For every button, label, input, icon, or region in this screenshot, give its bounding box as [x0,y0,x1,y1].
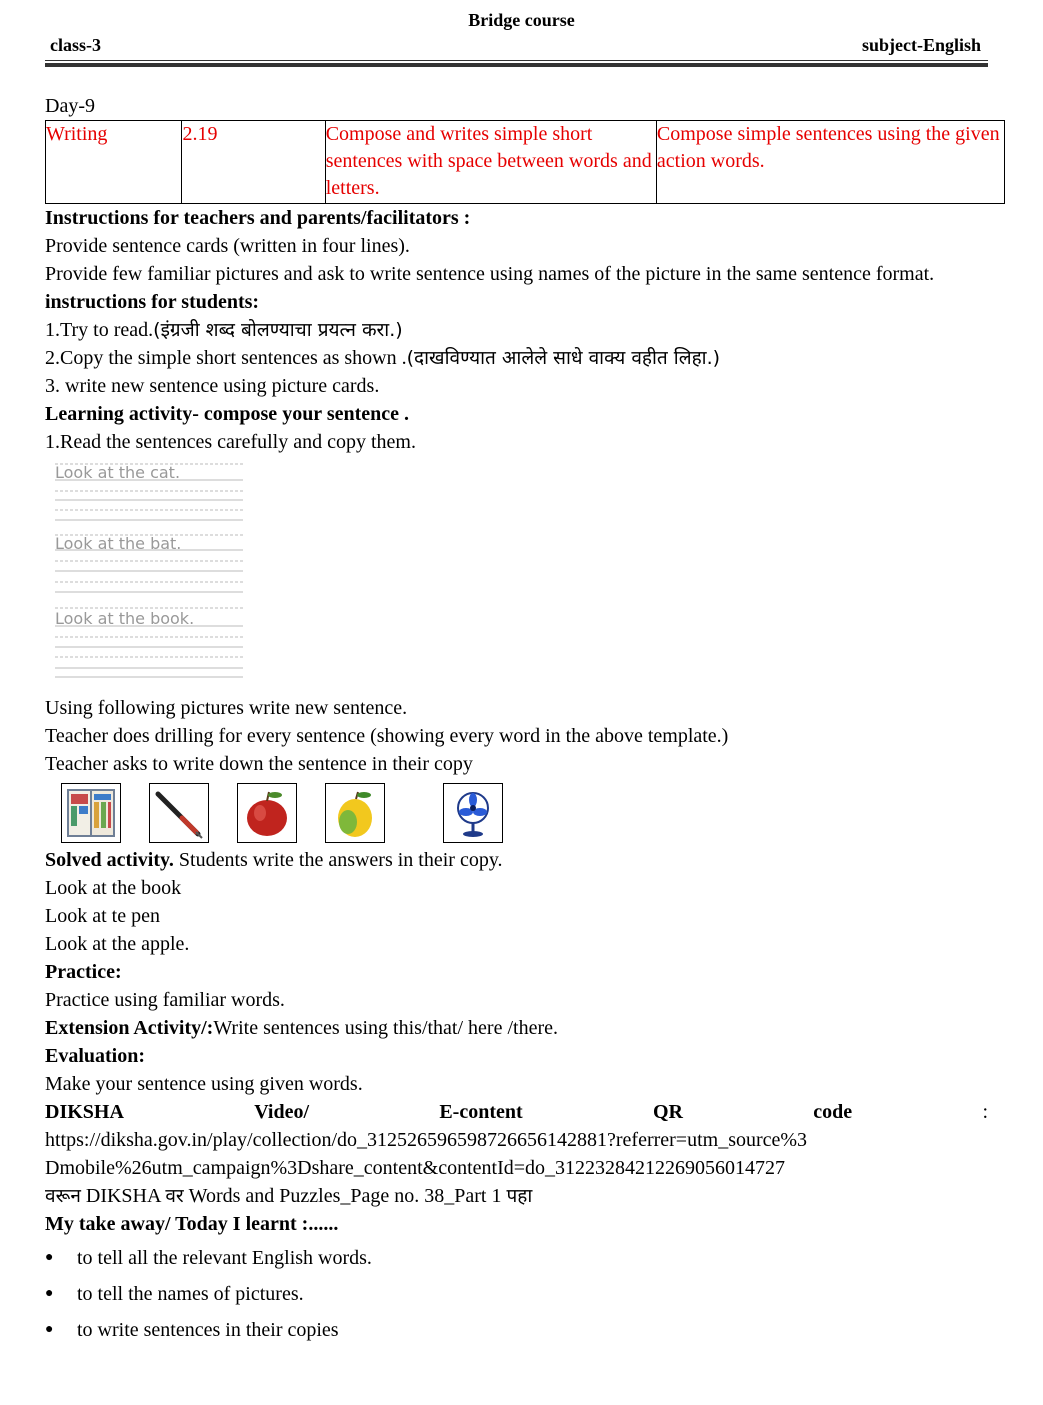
day-label: Day-9 [45,95,95,117]
handwriting-template-image [53,458,245,680]
objective-code: 2.19 [182,121,325,204]
document-body [45,92,1005,1352]
solved-text: Students write the answers in their copy. [173,849,503,871]
solved-answer: Look at te pen [45,905,160,927]
objective-area: Writing [46,121,182,204]
solved-heading: Solved activity. [45,849,174,871]
practice-heading: Practice: [45,961,122,983]
diksha-word: code [813,1101,853,1123]
activity-step: 1.Read the sentences carefully and copy them. [45,431,416,453]
activity-line: Teacher asks to write down the sentence in their copy [45,753,473,775]
diksha-word: Video/ [254,1101,310,1123]
subject-label: subject-English [861,35,981,55]
diksha-link-line-2[interactable]: Dmobile%26utm_campaign%3Dshare_content&contentId=do_31223284212269056014727 [45,1157,786,1179]
solved-answer: Look at the apple. [45,933,190,955]
teacher-instructions-heading: Instructions for teachers and parents/facilitators : [45,207,471,229]
marathi-text: पहा [506,1185,533,1207]
diksha-note-text: DIKSHA [80,1185,166,1207]
activity-heading: Learning activity- compose your sentence . [45,403,410,425]
header-rule-thick [45,63,988,67]
mango-icon [325,783,385,843]
fan-icon [443,783,503,843]
apple-icon [237,783,297,843]
teacher-instruction-line: Provide sentence cards (written in four lines). [45,235,410,257]
diksha-word: QR [652,1101,683,1123]
handwriting-sentence-2: Look at the bat. [55,534,182,553]
extension-text: Write sentences using this/that/ here /there. [213,1017,558,1039]
student-instruction-2 [45,344,1005,372]
extension-heading: Extension Activity/: [45,1017,214,1039]
takeaway-item: ● to tell the names of pictures. [45,1280,1005,1308]
instruction-en: 2.Copy the simple short sentences as shown . [45,347,407,369]
instruction-marathi: (इंग्रजी शब्द बोलण्याचा प्रयत्न करा.) [153,319,403,341]
activity-line: Using following pictures write new sentence. [45,697,408,719]
evaluation-heading: Evaluation: [45,1045,146,1067]
teacher-instruction-line: Provide few familiar pictures and ask to write sentence using names of the picture in the same sentence format. [45,263,935,285]
objective-row [46,121,1005,204]
diksha-link-line-1[interactable]: https://diksha.gov.in/play/collection/do_31252659659872665614288​1?referrer=utm_source%3 [45,1129,808,1151]
evaluation-text: Make your sentence using given words. [45,1073,363,1095]
class-label: class-3 [50,35,101,55]
objective-table [45,120,1005,204]
student-instruction-3: 3. write new sentence using picture cards. [45,375,380,397]
diksha-note-text: Words and Puzzles_Page no. 38_Part 1 [183,1185,507,1207]
solved-activity [45,846,1005,874]
handwriting-sentence-1: Look at the cat. [55,463,181,482]
student-instructions-heading: instructions for students: [45,291,260,313]
handwriting-sentence-3: Look at the book. [55,609,195,628]
diksha-word: DIKSHA [45,1101,124,1123]
picture-cards [61,782,1005,844]
extension-activity [45,1014,1005,1042]
marathi-text: वरून [45,1185,81,1207]
objective-outcome: Compose and writes simple short sentences with space between words and letters. [325,121,656,204]
book-icon [61,783,121,843]
pen-icon [149,783,209,843]
header-rule-thin [45,60,988,61]
takeaway-list [45,1244,1005,1344]
takeaway-heading: My take away/ Today I learnt :...... [45,1213,339,1235]
solved-answer: Look at the book [45,877,182,899]
student-instruction-1 [45,316,1005,344]
instruction-marathi: (दाखविण्यात आलेले साधे वाक्य वहीत लिहा.) [406,347,721,369]
takeaway-item: ● to write sentences in their copies [45,1316,1005,1344]
course-title: Bridge course [468,10,575,30]
takeaway-item: ● to tell all the relevant English words. [45,1244,1005,1272]
diksha-word: E-content [439,1101,523,1123]
activity-line: Teacher does drilling for every sentence (showing every word in the above template.) [45,725,729,747]
page-header [0,0,1043,70]
diksha-colon: : [982,1101,988,1123]
marathi-text: वर [165,1185,184,1207]
practice-text: Practice using familiar words. [45,989,285,1011]
diksha-heading [45,1098,988,1126]
diksha-note [45,1182,1005,1210]
objective-text: Compose simple sentences using the given action words. [656,121,1004,204]
instruction-en: 1.Try to read. [45,319,154,341]
